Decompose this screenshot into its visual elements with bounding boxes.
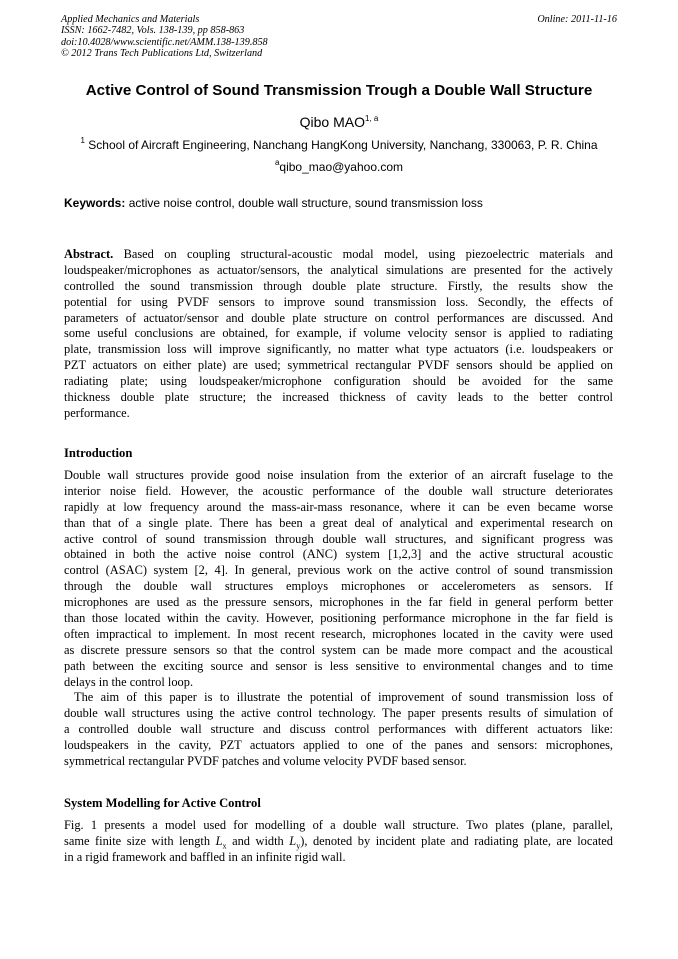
keywords-line bbox=[64, 196, 614, 210]
copyright-line: © 2012 Trans Tech Publications Ltd, Switzerland bbox=[61, 48, 263, 60]
online-date: Online: 2011-11-16 bbox=[537, 14, 617, 25]
intro-line: path between the exciting source and sensor is less sensitive to environmental changes and to time bbox=[64, 658, 613, 673]
intro-line: Double wall structures provide good noise insulation from the exterior of an aircraft fuselage to the bbox=[64, 468, 613, 482]
abstract-line: thickness double plate structure; the increased thickness of cavity leads to the better control bbox=[64, 390, 613, 405]
email-address: qibo_mao@yahoo.com bbox=[279, 160, 404, 174]
intro-line: control (ASAC) system [2, 4]. In general, previous work on the active control of sound transmission bbox=[64, 563, 613, 578]
email-superscript: a bbox=[274, 158, 280, 167]
abstract-line: parameters of actuator/sensor and double plate structure on control performances are discussed. And bbox=[64, 310, 613, 325]
abstract-line: radiating plate; using loudspeaker/microphone configuration should be avoided for the same bbox=[64, 374, 613, 389]
running-header bbox=[61, 14, 617, 60]
abstract-line-text: Based on coupling structural-acoustic modal model, using piezoelectric materials and bbox=[123, 247, 613, 261]
abstract-label: Abstract. bbox=[64, 247, 114, 261]
intro-line: double wall structures using the active control technology. The paper presents results of simulation of bbox=[64, 706, 613, 721]
publication-info bbox=[61, 14, 617, 60]
author-line bbox=[40, 114, 638, 130]
intro-line: obtained in both the active noise control (ANC) system [1,2,3] and the active structural acoustic bbox=[64, 547, 613, 562]
keywords-label: Keywords: bbox=[64, 196, 126, 210]
abstract-line: controlled the sound transmission through double plate structure. Firstly, the results show the bbox=[64, 278, 613, 293]
width-subscript: y bbox=[296, 841, 301, 851]
affiliation-text: School of Aircraft Engineering, Nanchang HangKong University, Nanchang, 330063, P. R. China bbox=[88, 138, 598, 152]
system-line: in a rigid framework and baffled in an infinite rigid wall. bbox=[64, 849, 346, 864]
issn-line: ISSN: 1662-7482, Vols. 138-139, pp 858-863 bbox=[61, 25, 245, 37]
intro-line: interior noise field. However, the acoustic performance of the double wall structure deteriorates bbox=[64, 483, 613, 498]
intro-line: loudspeakers in the cavity, PZT actuators applied to one of the panes and sensors: microphones, bbox=[64, 738, 613, 753]
abstract-line: performance. bbox=[64, 405, 130, 420]
system-modelling-heading: System Modelling for Active Control bbox=[64, 796, 261, 810]
abstract-line: loudspeaker/microphones as actuator/sensors, the analytical simulations are presented for the actively bbox=[64, 262, 613, 277]
abstract-line: PZT actuators on either plate) are used; symmetrical rectangular PVDF sensors should be applied on bbox=[64, 358, 613, 373]
intro-line: through the double wall structures employs microphones or accelerometers as sensors. If bbox=[64, 579, 613, 594]
width-symbol: L bbox=[289, 833, 297, 848]
intro-line: delays in the control loop. bbox=[64, 674, 194, 689]
abstract-line: plate, transmission loss will improve significantly, no matter what type actuators (i.e. loudspeakers or bbox=[64, 342, 613, 357]
paper-title: Active Control of Sound Transmission Trough a Double Wall Structure bbox=[85, 82, 593, 99]
abstract-line: some useful conclusions are obtained, for example, if volume velocity sensor is applied to radiating bbox=[64, 326, 613, 341]
intro-line: active control of sound transmission through double wall structures, and significant progress was bbox=[64, 531, 613, 546]
doi-line: doi:10.4028/www.scientific.net/AMM.138-139.858 bbox=[61, 36, 268, 48]
introduction-heading: Introduction bbox=[64, 446, 133, 460]
email-line bbox=[40, 160, 638, 174]
affiliation-superscript: 1 bbox=[80, 136, 85, 145]
abstract-paragraph bbox=[64, 247, 613, 422]
journal-name: Applied Mechanics and Materials bbox=[61, 14, 200, 25]
introduction-paragraph-1 bbox=[64, 468, 613, 770]
affiliation-line bbox=[40, 138, 638, 152]
system-modelling-paragraph bbox=[64, 818, 613, 866]
intro-line: often impractical to implement. In most recent research, microphones located in the cavity were used bbox=[64, 626, 613, 641]
intro-line: The aim of this paper is to illustrate the potential of improvement of sound transmission loss of bbox=[74, 690, 613, 705]
system-line: Fig. 1 presents a model used for modelling of a double wall structure. Two plates (plane, parallel, bbox=[64, 818, 613, 832]
author-superscript: 1, a bbox=[365, 114, 379, 123]
intro-line: microphones are used as the pressure sensors, microphones in the far field in general perform better bbox=[64, 595, 613, 610]
intro-line: as discrete pressure sensors so that the control system can be made more compact and the acoustical bbox=[64, 642, 613, 657]
author-name: Qibo MAO bbox=[299, 114, 365, 130]
intro-line: a controlled double wall structure and discuss control performances with different actuators like: bbox=[64, 722, 613, 737]
length-symbol: L bbox=[215, 833, 223, 848]
length-subscript: x bbox=[222, 841, 227, 851]
intro-line: rapidly at low frequency around the mass-air-mass resonance, where it can be even became worse bbox=[64, 499, 613, 514]
keywords-text: active noise control, double wall structure, sound transmission loss bbox=[128, 196, 483, 210]
intro-line: symmetrical rectangular PVDF patches and volume velocity PVDF based sensor. bbox=[64, 754, 467, 769]
abstract-line: potential for using PVDF sensors to improve sound transmission loss. Secondly, the effects of bbox=[64, 294, 613, 309]
intro-line: than those located within the cavity. However, positioning performance microphone in the far field is bbox=[64, 611, 613, 626]
intro-line: than that of a single plate. There has been a great deal of analytical and experimental research on bbox=[64, 515, 613, 530]
system-line: same finite size with length $L_x$ and width $L_y$), denoted by incident plate and radiating plate, are located bbox=[64, 833, 613, 851]
abstract-line bbox=[64, 247, 613, 263]
